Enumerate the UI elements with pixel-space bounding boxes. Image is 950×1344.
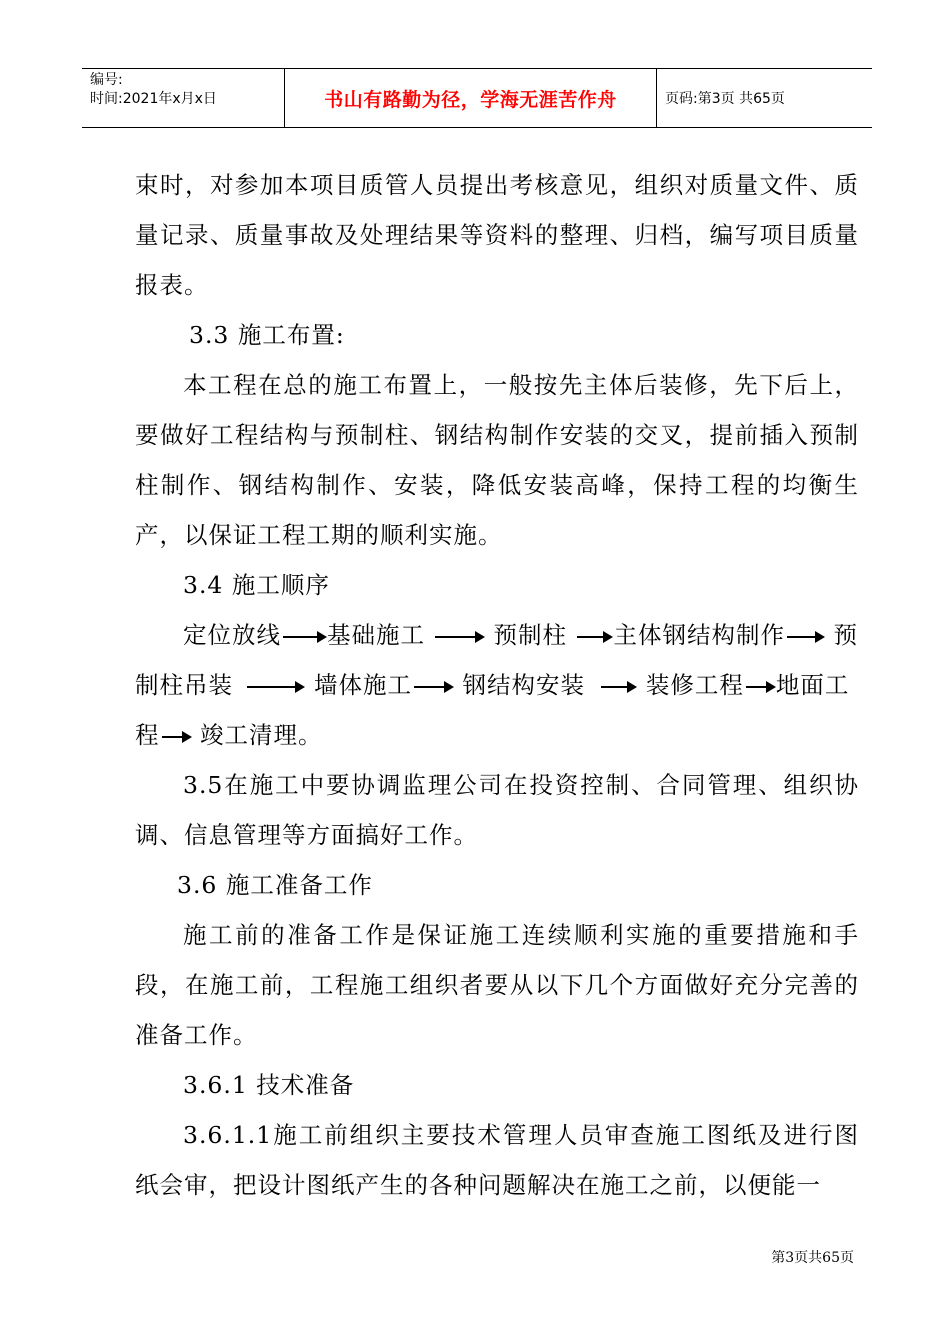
paragraph-3-6-1-1: 3.6.1.1施工前组织主要技术管理人员审查施工图纸及进行图纸会审，把设计图纸产生的各种问题解决在施工之前，以便能一 [135, 1121, 859, 1199]
header-table [82, 68, 872, 128]
section-heading-3-6-1: 3.6.1 技术准备 [183, 1071, 355, 1099]
paragraph-3-6: 施工前的准备工作是保证施工连续顺利实施的重要措施和手段，在施工前，工程施工组织者要从以下几个方面做好充分完善的准备工作。 [135, 921, 859, 1049]
arrow-icon [601, 686, 635, 688]
sequence-step: 地面工程 [135, 671, 850, 749]
header-meta [82, 69, 285, 127]
sequence-step: 墙体施工 [313, 671, 412, 699]
sequence-step: 钢结构安装 [462, 671, 585, 699]
sequence-step: 预制柱 [493, 621, 567, 649]
header-page-label: 页码:第3页 共65页 [665, 91, 785, 107]
arrow-icon [162, 736, 190, 738]
arrow-icon [577, 636, 611, 638]
paragraph-construction-layout: 本工程在总的施工布置上，一般按先主体后装修，先下后上，要做好工程结构与预制柱、钢结构制作安装的交叉，提前插入预制柱制作、钢结构制作、安装，降低安装高峰，保持工程的均衡生产，以保证工程工期的顺利实施。 [135, 371, 859, 549]
document-body [135, 160, 859, 1210]
footer-page-number: 第3页共65页 [771, 1250, 854, 1266]
arrow-icon [247, 686, 303, 688]
sequence-step: 竣工清理。 [199, 721, 323, 749]
arrow-icon [435, 636, 483, 638]
section-heading-3-4: 3.4 施工顺序 [183, 571, 330, 599]
arrow-icon [283, 636, 325, 638]
sequence-step: 装修工程 [645, 671, 744, 699]
construction-sequence [135, 610, 859, 760]
sequence-step: 主体钢结构制作 [613, 621, 785, 649]
header-motto: 书山有路勤为径，学海无涯苦作舟 [285, 69, 657, 127]
document-number-label: 编号: [90, 72, 123, 88]
paragraph-3-5: 3.5在施工中要协调监理公司在投资控制、合同管理、组织协调、信息管理等方面搞好工作。 [135, 771, 859, 849]
paragraph-continuation: 束时，对参加本项目质管人员提出考核意见，组织对质量文件、质量记录、质量事故及处理结果等资料的整理、归档，编写项目质量报表。 [135, 171, 859, 299]
section-heading-3-3: 3.3 施工布置: [189, 321, 345, 349]
section-heading-3-6: 3.6 施工准备工作 [177, 871, 373, 899]
arrow-icon [787, 636, 823, 638]
sequence-step: 定位放线 [183, 621, 281, 649]
arrow-icon [414, 686, 452, 688]
sequence-step: 预制柱吊装 [135, 621, 858, 699]
document-time-label: 时间:2021年x月x日 [90, 91, 217, 107]
sequence-step: 基础施工 [327, 621, 425, 649]
arrow-icon [746, 686, 774, 688]
